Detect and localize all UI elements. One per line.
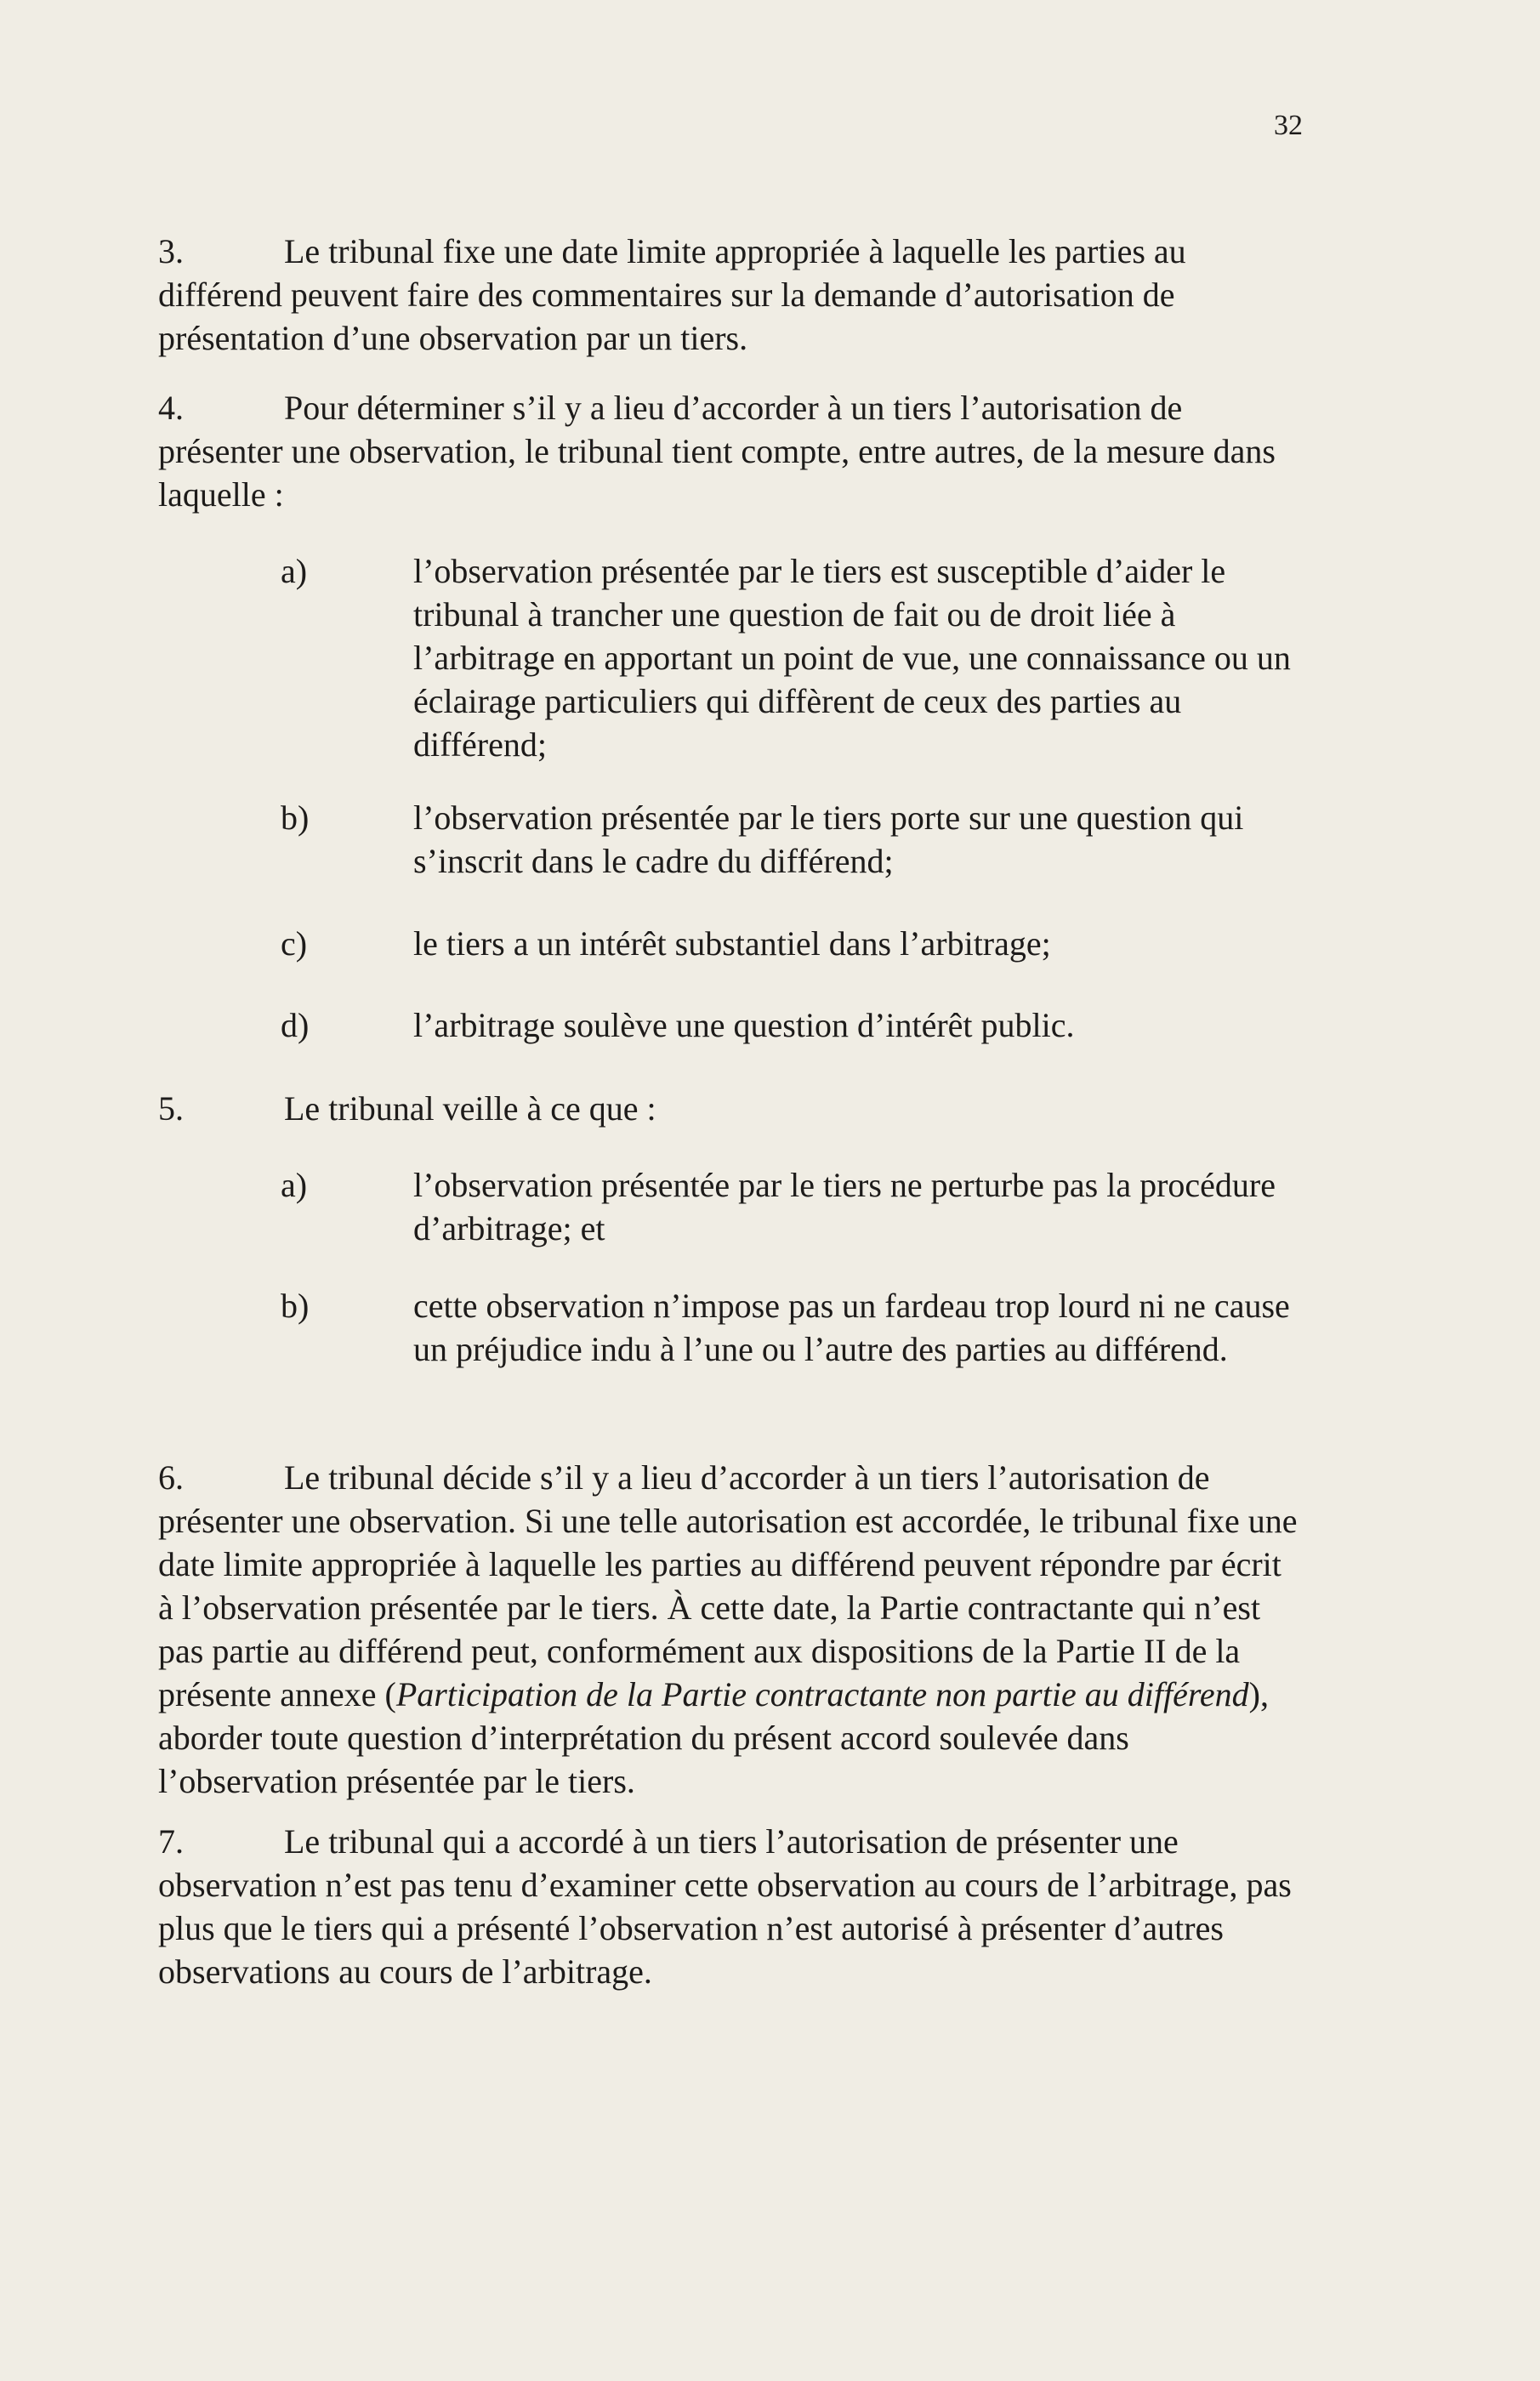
paragraph-number: 6. bbox=[158, 1458, 184, 1497]
paragraph-text: Le tribunal qui a accordé à un tiers l’autorisation de présenter une observation n’est pas tenu d’examiner cette observation au cours de l’arbitrage, pas plus que le tiers qui a présenté l’observation n’est autorisé à présenter d’autres observations au cours de l’arbitrage. bbox=[158, 1822, 1292, 1991]
item-text: le tiers a un intérêt substantiel dans l’arbitrage; bbox=[413, 924, 1051, 963]
item-label: a) bbox=[281, 1166, 308, 1204]
paragraph-6 bbox=[158, 1456, 1298, 1803]
paragraph-text: Le tribunal décide s’il y a lieu d’accorder à un tiers l’autorisation de présenter une observation. Si une telle autorisation est accordée, le tribunal fixe une date limite appropriée à laquelle les parties au différend peuvent répondre par écrit à l’observation présentée par le tiers. À cette date, la Partie contractante qui n’est pas partie au différend peut, conformément aux dispositions de la Partie II de la présente annexe ( bbox=[158, 1458, 1298, 1713]
item-text: l’observation présentée par le tiers est susceptible d’aider le tribunal à trancher une question de fait ou de droit liée à l’arbitrage en apportant un point de vue, une connaissance ou un éclairage particuliers qui diffèrent de ceux des parties au différend; bbox=[413, 552, 1291, 764]
item-text: cette observation n’impose pas un fardeau trop lourd ni ne cause un préjudice indu à l’une ou l’autre des parties au différend. bbox=[413, 1287, 1290, 1368]
item-text: l’observation présentée par le tiers ne perturbe pas la procédure d’arbitrage; et bbox=[413, 1166, 1276, 1247]
paragraph-number: 7. bbox=[158, 1822, 184, 1861]
paragraph-number: 4. bbox=[158, 389, 184, 427]
page-number: 32 bbox=[1274, 110, 1303, 141]
item-text: l’observation présentée par le tiers porte sur une question qui s’inscrit dans le cadre du différend; bbox=[413, 798, 1244, 880]
annex-part-title: Participation de la Partie contractante non partie au différend bbox=[395, 1675, 1249, 1713]
paragraph-5 bbox=[158, 1087, 1298, 1130]
paragraph-4 bbox=[158, 386, 1298, 516]
item-label: a) bbox=[281, 552, 308, 590]
paragraph-text: Le tribunal fixe une date limite appropriée à laquelle les parties au différend peuvent faire des commentaires sur la demande d’autorisation de présentation d’une observation par un tiers. bbox=[158, 232, 1186, 357]
paragraph-3 bbox=[158, 230, 1298, 360]
paragraph-text-continued: ), aborder toute question d’interprétation du présent accord soulevée dans l’observation présentée par le tiers. bbox=[158, 1675, 1269, 1800]
paragraph-number: 5. bbox=[158, 1089, 184, 1128]
item-label: b) bbox=[281, 798, 310, 837]
item-label: d) bbox=[281, 1006, 310, 1044]
item-label: c) bbox=[281, 924, 308, 963]
item-label: b) bbox=[281, 1287, 310, 1325]
paragraph-text: Pour déterminer s’il y a lieu d’accorder à un tiers l’autorisation de présenter une observation, le tribunal tient compte, entre autres, de la mesure dans laquelle : bbox=[158, 389, 1276, 514]
paragraph-number: 3. bbox=[158, 232, 184, 270]
paragraph-text: Le tribunal veille à ce que : bbox=[284, 1089, 656, 1128]
item-text: l’arbitrage soulève une question d’intérêt public. bbox=[413, 1006, 1075, 1044]
paragraph-7 bbox=[158, 1820, 1298, 1993]
